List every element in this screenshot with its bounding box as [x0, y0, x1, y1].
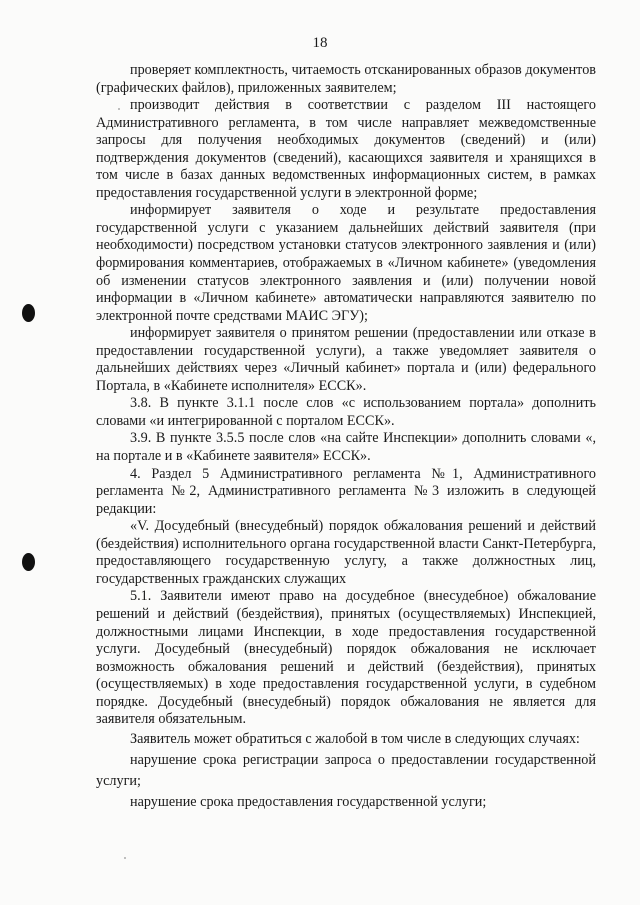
body-paragraph: 3.9. В пункте 3.5.5 после слов «на сайте Инспекции» дополнить словами «, на портале и в «Кабинете заявителя» ЕССК». [96, 430, 596, 465]
body-paragraph: проверяет комплектность, читаемость отсканированных образов документов (графических файлов), приложенных заявителем; [96, 62, 596, 96]
scan-speck [124, 857, 126, 859]
punch-hole-mark [22, 304, 35, 322]
body-paragraph: 5.1. Заявители имеют право на досудебное (внесудебное) обжалование решений и действий (бездействия), принятых (осуществляемых) Инспекцией, должностными лицами Инспекции, в ходе предоставления государственной услуги. Досудебный (внесудебный) порядок обжалования не исключает возможность обжалования решений и действий (бездействия), принятых (осуществляемых) в ходе предоставления государственной услуги, в судебном порядке. Досудебный (внесудебный) порядок обжалования не является для заявителя обязательным. [96, 588, 596, 728]
page-number: 18 [312, 35, 328, 51]
body-paragraph: Заявитель может обратиться с жалобой в том числе в следующих случаях: [130, 730, 580, 747]
section-heading-paragraph: «V. Досудебный (внесудебный) порядок обжалования решений и действий (бездействия) исполнительного органа государственной власти Санкт-Петербурга, предоставляющего государственную услугу, а также должностных лиц, государственных гражданских служащих [96, 518, 596, 587]
body-paragraph: нарушение срока регистрации запроса о предоставлении государственной услуги; [96, 751, 596, 789]
punch-hole-mark [22, 553, 35, 571]
document-body [96, 62, 596, 813]
body-paragraph: производит действия в соответствии с разделом III настоящего Административного регламента, в том числе направляет межведомственные запросы для получения необходимых документов (сведений) и (или) подтверждения документов (сведений), касающихся заявителя и хранящихся в том числе в базах данных ведомственных информационных систем, в рамках предоставления государственной услуги в электронной форме; [96, 97, 596, 201]
body-paragraph: информирует заявителя о принятом решении (предоставлении или отказе в предоставлении государственной услуги), а также уведомляет заявителя о дальнейших действиях через «Личный кабинет» портала и (или) федерального Портала, в «Кабинете исполнителя» ЕССК». [96, 325, 596, 394]
body-paragraph: 3.8. В пункте 3.1.1 после слов «с использованием портала» дополнить словами «и интегрированной с порталом ЕССК». [96, 395, 596, 429]
body-paragraph: информирует заявителя о ходе и результате предоставления государственной услуги с указанием дальнейших действий заявителя (при необходимости) посредством установки статусов электронного заявления и (или) формирования комментариев, отображаемых в «Личном кабинете» (уведомления об изменении статусов электронного заявления и (или) получении новой информации в «Личном кабинете» автоматически направляются заявителю по электронной почте средствами МАИС ЭГУ); [96, 202, 596, 324]
body-paragraph: 4. Раздел 5 Административного регламента №1, Административного регламента №2, Административного регламента №3 изложить в следующей редакции: [96, 465, 596, 517]
body-paragraph: нарушение срока предоставления государственной услуги; [130, 793, 487, 810]
